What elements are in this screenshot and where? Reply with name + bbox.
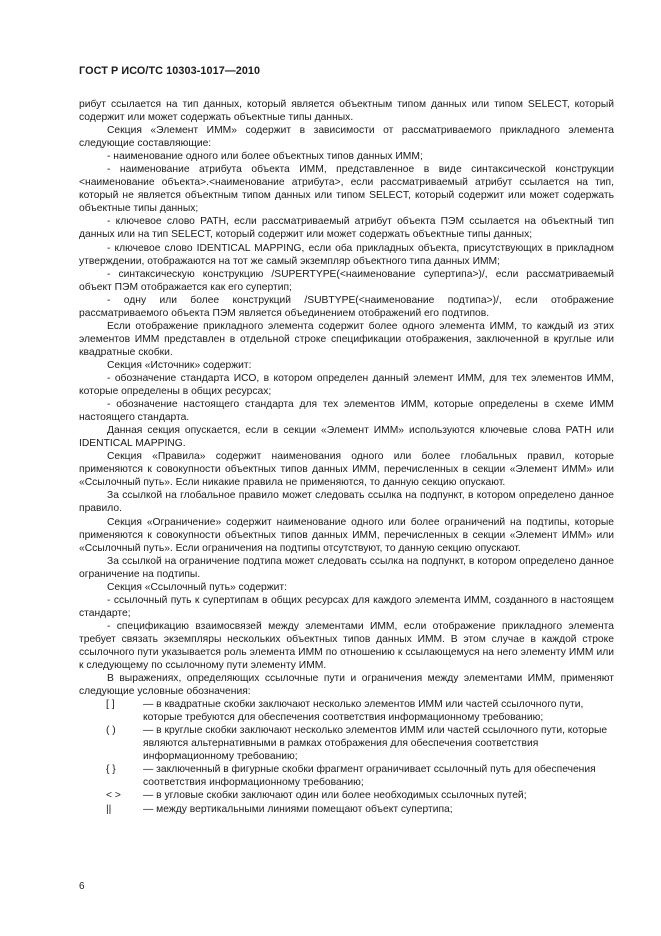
paragraph: За ссылкой на глобальное правило может следовать ссылка на подпункт, в котором определено данное правило. xyxy=(79,490,614,515)
definition-item xyxy=(79,698,614,724)
definition-symbol: [ ] xyxy=(106,699,115,711)
list-item: - наименование атрибута объекта ИММ, представленное в виде синтаксической конструкции <наименование объекта>.<наименование атрибута>, если рассматриваемый атрибут ссылается на тип, который не является объектным типом данных или типом SELECT, который содержит или может содержать объектные типы данных; xyxy=(79,164,614,215)
list-item: - спецификацию взаимосвязей между элементами ИММ, если отображение прикладного элемента требует связать экземпляры нескольких объектных типов данных ИММ. В этом случае в каждой строке ссылочного пути указывается роль элемента ИММ по отношению к ссылающемуся на него элементу ИММ или к следующему по ссылочному пути элементу ИММ. xyxy=(79,620,614,672)
list-item: - обозначение настоящего стандарта для тех элементов ИММ, которые определены в схеме ИММ настоящего стандарта. xyxy=(79,399,614,424)
list-item: - синтаксическую конструкцию /SUPERTYPE(<наименование супертипа>)/, если рассматриваемый объект ПЭМ отображается как его супертип; xyxy=(79,268,614,293)
list-item: - наименование одного или более объектных типов данных ИММ; xyxy=(107,151,423,163)
definition-symbol: { } xyxy=(106,764,116,776)
paragraph: Секция «Источник» содержит: xyxy=(107,359,252,371)
definition-symbol: || xyxy=(106,803,112,815)
definition-item xyxy=(79,724,614,763)
paragraph: В выражениях, определяющих ссылочные пути и ограничения между элементами ИММ, применяют следующие условные обозначения: xyxy=(79,673,614,698)
definition-text: — между вертикальными линиями помещают объект супертипа; xyxy=(143,803,453,815)
document-body xyxy=(79,98,614,816)
list-item: - ключевое слово PATH, если рассматриваемый атрибут объекта ПЭМ ссылается на объектный тип данных или на тип SELECT, который содержит или может содержать объектные типы данных; xyxy=(79,216,614,241)
paragraph: За ссылкой на ограничение подтипа может следовать ссылка на подпункт, в котором определено данное ограничение на подтипы. xyxy=(79,555,614,580)
document-header: ГОСТ Р ИСО/ТС 10303-1017—2010 xyxy=(79,65,261,77)
definition-item xyxy=(79,789,614,802)
definition-text: — в угловые скобки заключают один или более необходимых ссылочных путей; xyxy=(143,790,527,802)
paragraph: Секция «Ссылочный путь» содержит: xyxy=(107,581,287,593)
list-item: - одну или более конструкций /SUBTYPE(<наименование подтипа>)/, если отображение рассматриваемого объекта ПЭМ является объединением отображений его подтипов. xyxy=(79,294,614,319)
list-item: - ссылочный путь к супертипам в общих ресурсах для каждого элемента ИММ, созданного в настоящем стандарте; xyxy=(79,594,614,619)
paragraph: Данная секция опускается, если в секции «Элемент ИММ» используются ключевые слова PATH или IDENTICAL MAPPING. xyxy=(79,425,614,450)
paragraph: Секция «Правила» содержит наименования одного или более глобальных правил, которые применяются к совокупности объектных типов данных ИММ, перечисленных в секции «Элемент ИММ» или «Ссылочный путь». Если никакие правила не применяются, то данную секцию опускают. xyxy=(79,451,614,489)
paragraph: Если отображение прикладного элемента содержит более одного элемента ИММ, то каждый из этих элементов ИММ представлен в отдельной строке спецификации отображения, заключенной в круглые или квадратные скобки. xyxy=(79,320,614,358)
page-number: 6 xyxy=(79,881,85,892)
definition-text: — заключенный в фигурные скобки фрагмент ограничивает ссылочный путь для обеспечения соответствия информационному требованию; xyxy=(143,764,596,789)
definition-symbol: ( ) xyxy=(106,725,116,737)
definition-symbol: < > xyxy=(106,790,121,802)
list-item: - обозначение стандарта ИСО, в котором определен данный элемент ИММ, для тех элементов ИММ, которые определены в общих ресурсах; xyxy=(79,372,614,398)
definition-item xyxy=(79,763,614,789)
definition-text: — в квадратные скобки заключают несколько элементов ИММ или частей ссылочного пути, которые требуются для обеспечения соответствия информационному требованию; xyxy=(143,699,584,724)
list-item: - ключевое слово IDENTICAL MAPPING, если оба прикладных объекта, присутствующих в прикладном утверждении, отображаются на тот же самый экземпляр объектного типа данных ИММ; xyxy=(79,242,614,267)
paragraph: Секция «Элемент ИММ» содержит в зависимости от рассматриваемого прикладного элемента следующие составляющие: xyxy=(79,125,614,150)
paragraph: Секция «Ограничение» содержит наименование одного или более ограничений на подтипы, которые применяются к совокупности объектных типов данных ИММ, перечисленных в секции «Элемент ИММ» или «Ссылочный путь». Если ограничения на подтипы отсутствуют, то данную секцию опускают. xyxy=(79,516,614,554)
definition-item xyxy=(79,803,614,816)
definition-text: — в круглые скобки заключают несколько элементов ИММ или частей ссылочного пути, которые являются альтернативными в рамках отображения для обеспечения соответствия информационному требованию; xyxy=(143,725,608,763)
paragraph: рибут ссылается на тип данных, который является объектным типом данных или типом SELECT, который содержит или может содержать объектные типы данных. xyxy=(79,99,614,124)
